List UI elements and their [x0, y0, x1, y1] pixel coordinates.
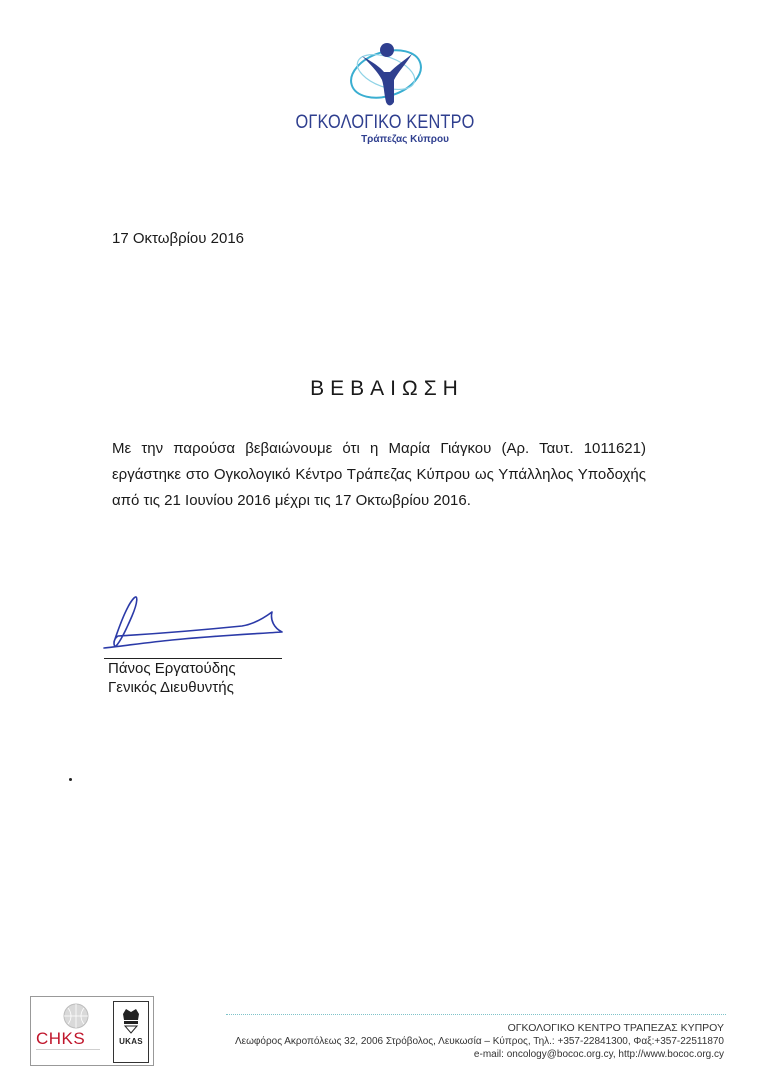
letter-body: Με την παρούσα βεβαιώνουμε ότι η Μαρία Γιάγκου (Αρ. Ταυτ. 1011621) εργάστηκε στο Ογκολογικό Κέντρο Τράπεζας Κύπρου ως Υπάλληλος Υποδοχής από τις 21 Ιουνίου 2016 μέχρι τις 17 Οκτωβρίου 2016.: [112, 440, 646, 509]
chks-tagline: [36, 1049, 100, 1050]
footer-org-name: ΟΓΚΟΛΟΓΙΚΟ ΚΕΝΤΡΟ ΤΡΑΠΕΖΑΣ ΚΥΠΡΟΥ: [507, 1022, 724, 1034]
footer-divider: [226, 1014, 726, 1015]
signature-line: [104, 658, 282, 659]
ukas-label: UKAS: [119, 1037, 143, 1046]
crown-icon: [114, 1002, 148, 1036]
footer-contact-block: [204, 1022, 724, 1061]
stray-mark: [69, 778, 72, 781]
signer-name: Πάνος Εργατούδης: [108, 660, 236, 677]
ukas-badge: [113, 1001, 149, 1063]
org-name: ΟΓΚΟΛΟΓΙΚΟ ΚΕΝΤΡΟ: [295, 112, 475, 133]
oncology-center-logo: [346, 36, 426, 112]
footer-address: Λεωφόρος Ακροπόλεως 32, 2006 Στρόβολος, Λευκωσία – Κύπρος, Τηλ.: +357-22841300, Φαξ:+357-22511870: [234, 1036, 724, 1047]
letter-title: ΒΕΒΑΙΩΣΗ: [310, 377, 464, 400]
signature: [92, 590, 292, 660]
org-subtitle: Τράπεζας Κύπρου: [361, 134, 449, 145]
chks-logo-text: CHKS: [36, 1029, 86, 1048]
letter-date: 17 Οκτωβρίου 2016: [112, 230, 245, 247]
footer-contact: e-mail: oncology@bococ.org.cy, http://www.bococ.org.cy: [473, 1049, 724, 1060]
signer-role: Γενικός Διευθυντής: [108, 679, 234, 696]
chks-globe-icon: [38, 1001, 104, 1031]
